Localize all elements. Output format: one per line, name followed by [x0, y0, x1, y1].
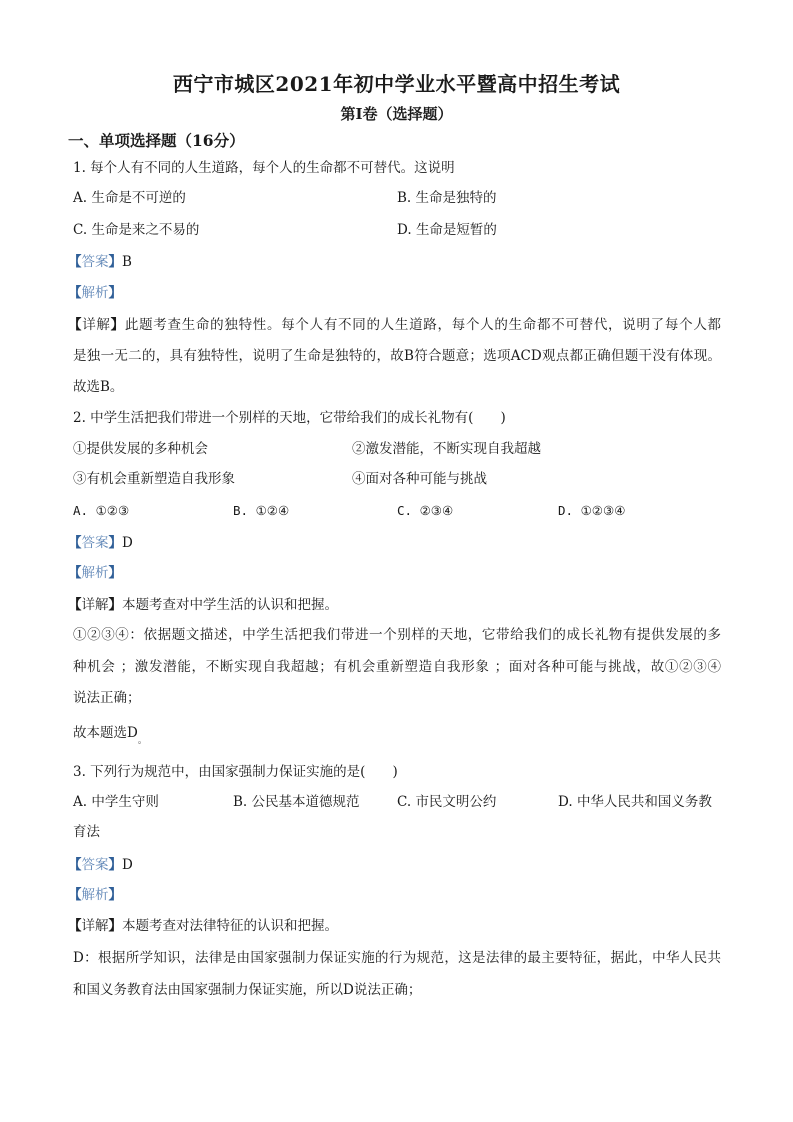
bracket-close: 】	[108, 285, 122, 301]
option-letter: D.	[558, 794, 573, 810]
question-3-detail-line-3: 和国义务教育法由国家强制力保证实施，所以D说法正确；	[73, 982, 422, 998]
question-2-detail-line-1	[68, 596, 338, 614]
bracket-open: 【	[68, 565, 82, 581]
option-text: 生命是独特的	[415, 190, 497, 206]
question-1-option-c	[73, 221, 199, 239]
option-letter: B.	[397, 190, 412, 206]
question-3-detail-line-2: D：根据所学知识，法律是由国家强制力保证实施的行为规范，这是法律的最主要特征，据此，中华人民共	[73, 950, 721, 966]
bracket-open: 【	[68, 887, 82, 903]
option-letter: A.	[73, 190, 88, 206]
option-text: 公民基本道德规范	[251, 794, 360, 810]
bracket-open: 【	[68, 857, 82, 873]
answer-label: 答案	[81, 254, 109, 270]
option-letter: D.	[397, 222, 412, 238]
question-2-statement-1: ①提供发展的多种机会	[73, 441, 208, 457]
question-3-option-d-wrap: 育法	[73, 824, 100, 840]
question-1-stem: 1. 每个人有不同的人生道路，每个人的生命都不可替代。这说明	[73, 160, 455, 176]
bracket-close: 】	[108, 887, 122, 903]
question-2-answer	[68, 534, 133, 552]
option-text: 生命是来之不易的	[91, 222, 200, 238]
question-2-detail-line-4: 说法正确；	[73, 690, 141, 706]
option-text: 生命是短暂的	[415, 222, 497, 238]
answer-label: 答案	[81, 857, 109, 873]
question-1-analysis-label	[68, 284, 122, 302]
option-letter: C.	[397, 503, 413, 518]
page-subtitle: 第I卷（选择题）	[340, 105, 453, 123]
section-heading: 一、单项选择题（16分）	[68, 131, 245, 150]
question-2-statement-3: ③有机会重新塑造自我形象	[73, 471, 235, 487]
detail-text: 故本题选D	[73, 725, 138, 741]
answer-value: B	[122, 254, 132, 270]
detail-text: 此题考查生命的独特性。每个人有不同的人生道路，每个人的生命都不可替代，说明了每个人都	[124, 317, 722, 333]
detail-text: 本题考查对中学生活的认识和把握。	[122, 597, 338, 613]
question-1-option-a	[73, 189, 186, 207]
option-letter: B.	[233, 794, 248, 810]
option-letter: A.	[73, 503, 89, 518]
option-letter: C.	[73, 222, 88, 238]
question-2-analysis-label	[68, 564, 122, 582]
question-1-detail-line-2: 是独一无二的，具有独特性，说明了生命是独特的，故B符合题意；选项ACD观点都正确但题干没有体现。	[73, 348, 721, 364]
detail-label: 详解	[81, 597, 109, 613]
question-2-stem: 2. 中学生活把我们带进一个别样的天地，它带给我们的成长礼物有( )	[73, 410, 506, 426]
analysis-label: 解析	[81, 285, 109, 301]
detail-text: 本题考查对法律特征的认识和把握。	[122, 918, 338, 934]
bracket-close: 】	[108, 565, 122, 581]
question-1-option-d	[397, 221, 497, 239]
question-3-answer	[68, 856, 133, 874]
page-title: 西宁市城区2021年初中学业水平暨高中招生考试	[172, 72, 621, 96]
question-3-analysis-label	[68, 886, 122, 904]
option-text: ①②③	[95, 503, 130, 518]
bracket-close: 】	[108, 857, 122, 873]
detail-label: 详解	[81, 918, 109, 934]
bracket-open: 【	[68, 918, 82, 934]
option-text: ②③④	[419, 503, 454, 518]
answer-value: D	[122, 857, 133, 873]
bracket-open: 【	[68, 285, 82, 301]
question-2-statement-4: ④面对各种可能与挑战	[352, 471, 487, 487]
option-text: 生命是不可逆的	[91, 190, 186, 206]
option-text: ①②④	[255, 503, 290, 518]
question-2-option-c	[397, 502, 453, 520]
bracket-close: 】	[108, 597, 122, 613]
option-letter: B.	[233, 503, 249, 518]
question-2-option-b	[233, 502, 289, 520]
question-2-option-d	[558, 502, 625, 520]
option-letter: D.	[558, 503, 574, 518]
analysis-label: 解析	[81, 565, 109, 581]
bracket-close: 】	[108, 254, 122, 270]
option-letter: A.	[73, 794, 88, 810]
question-1-option-b	[397, 189, 497, 207]
question-1-detail-line-1	[68, 316, 721, 334]
bracket-open: 【	[68, 254, 82, 270]
question-1-detail-line-3: 故选B。	[73, 379, 124, 395]
question-2-detail-line-3: 种机会 ；激发潜能，不断实现自我超越；有机会重新塑造自我形象 ；面对各种可能与挑战，故①②③④	[73, 659, 721, 675]
detail-label: 详解	[82, 317, 111, 333]
option-text: 中华人民共和国义务教	[576, 794, 712, 810]
question-3-stem: 3. 下列行为规范中，由国家强制力保证实施的是( )	[73, 764, 398, 780]
option-letter: C.	[397, 794, 412, 810]
question-2-detail-line-2: ①②③④：依据题文描述，中学生活把我们带进一个别样的天地，它带给我们的成长礼物有提供发展的多	[73, 627, 721, 643]
option-text: 中学生守则	[91, 794, 159, 810]
question-3-option-c	[397, 793, 496, 811]
period-mark: 。	[137, 736, 147, 746]
option-text: 市民文明公约	[415, 794, 497, 810]
question-2-statement-2: ②激发潜能，不断实现自我超越	[352, 441, 541, 457]
question-3-detail-line-1	[68, 917, 338, 935]
bracket-open: 【	[68, 317, 83, 333]
bracket-open: 【	[68, 597, 82, 613]
option-text: ①②③④	[580, 503, 626, 518]
question-2-option-a	[73, 502, 129, 520]
answer-value: D	[122, 535, 133, 551]
bracket-open: 【	[68, 535, 82, 551]
answer-label: 答案	[81, 535, 109, 551]
bracket-close: 】	[108, 535, 122, 551]
question-1-answer	[68, 253, 132, 271]
analysis-label: 解析	[81, 887, 109, 903]
question-2-detail-line-5	[73, 724, 147, 750]
bracket-close: 】	[108, 918, 122, 934]
question-3-option-a	[73, 793, 159, 811]
question-3-option-b	[233, 793, 360, 811]
bracket-close: 】	[110, 317, 125, 333]
question-3-option-d	[558, 793, 712, 811]
